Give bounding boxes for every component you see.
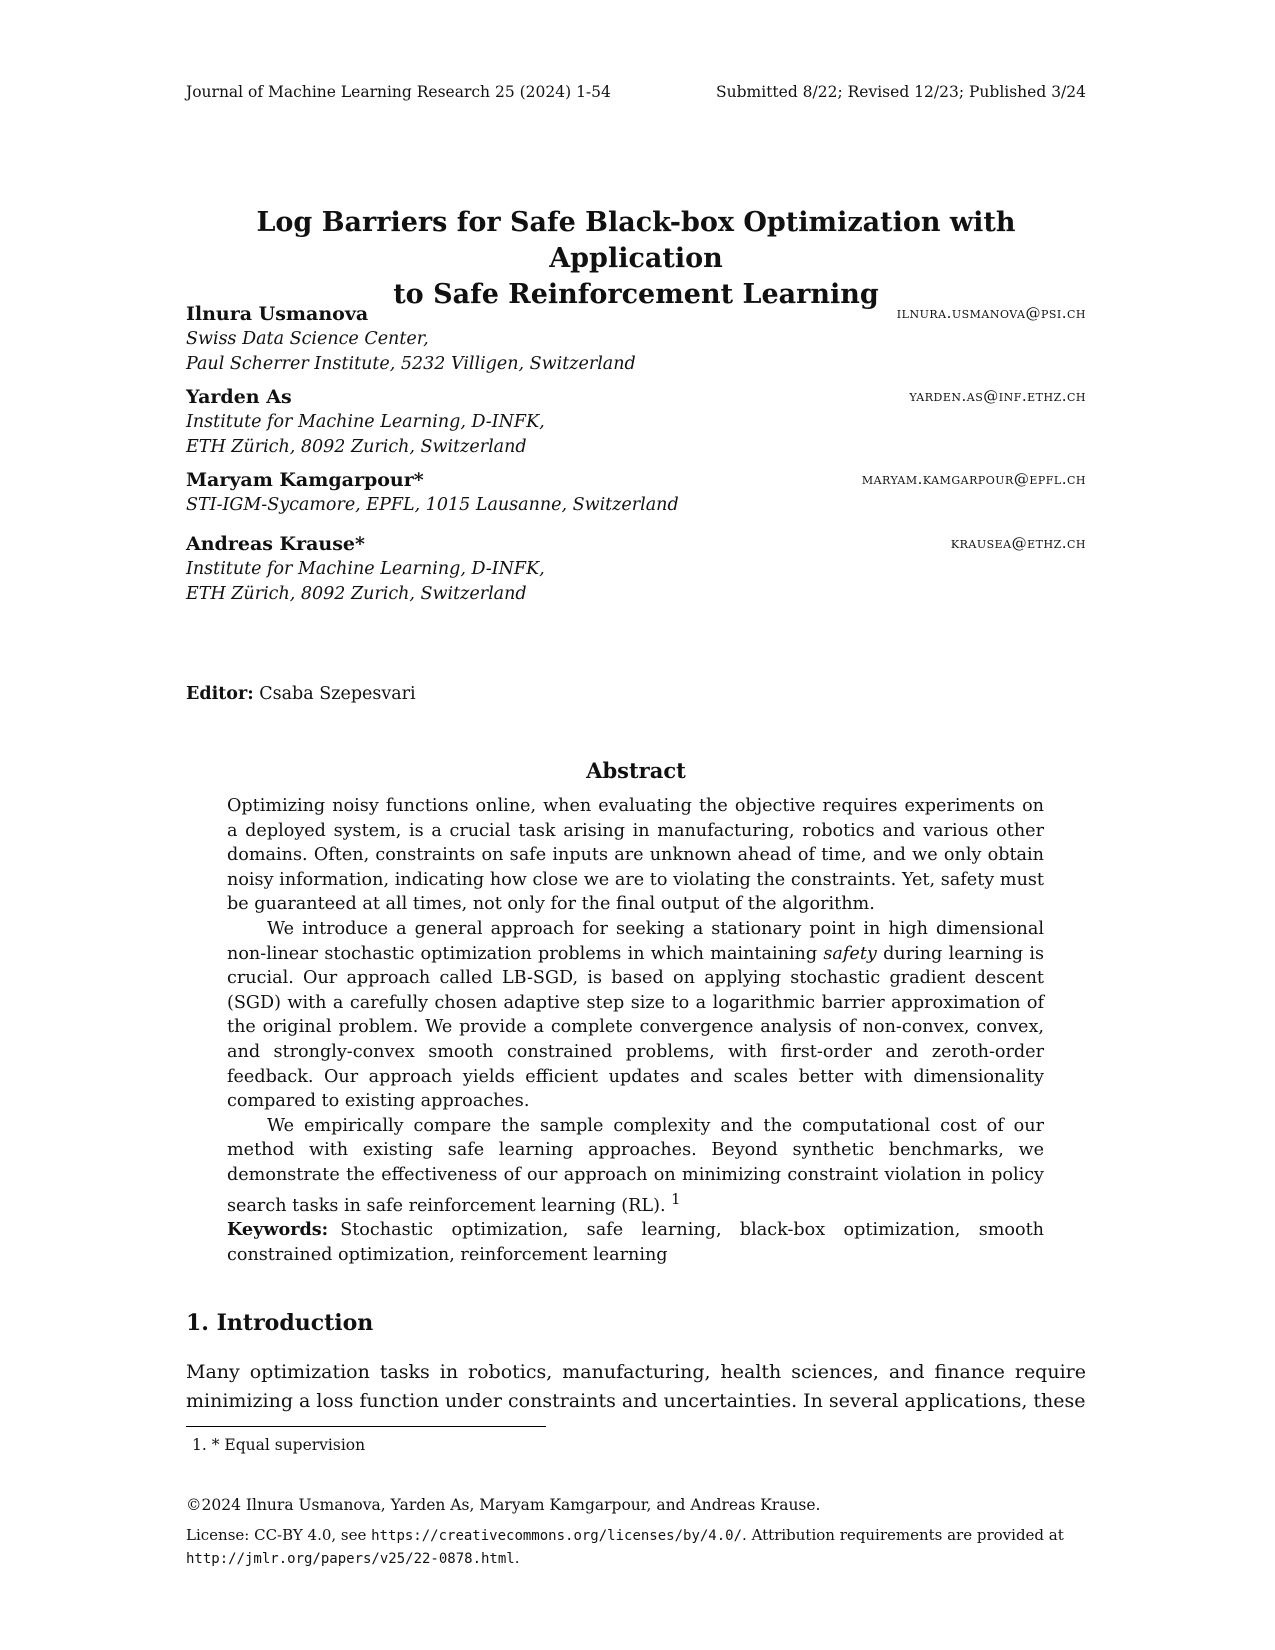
author-block [186,385,1086,460]
title-line-2: to Safe Reinforcement Learning [393,279,879,310]
title-line-1: Log Barriers for Safe Black-box Optimization with Application [256,207,1016,274]
author-email[interactable]: krausea@ethz.ch [950,534,1086,552]
author-name: Ilnura Usmanova [186,303,369,325]
author-block [186,532,1086,607]
author-affiliation: Institute for Machine Learning, D-INFK, [186,559,545,579]
paper-title [186,205,1086,313]
footnote-divider [186,1426,546,1427]
keywords [227,1218,1044,1267]
keywords-label: Keywords: [227,1218,329,1240]
abstract-paragraph: We introduce a general approach for seeking a stationary point in high dimensional non-linear stochastic optimization problems in which maintaining safety during learning is crucial. Our approach called LB-SGD, is based on applying stochastic gradient descent (SGD) with a carefully chosen adaptive step size to a logarithmic barrier approximation of the original problem. We provide a complete convergence analysis of non-convex, convex, and strongly-convex smooth constrained problems, with first-order and zeroth-order feedback. Our approach yields efficient updates and scales better with dimensionality compared to existing approaches. [227,918,1044,1112]
introduction-text: Many optimization tasks in robotics, manufacturing, health sciences, and finance require minimizing a loss function under constraints and uncertainties. In several applications, these [186,1361,1086,1412]
license-link[interactable]: https://creativecommons.org/licenses/by/4.0/ [371,1528,743,1544]
license-text: License: CC-BY 4.0, see https://creativecommons.org/licenses/by/4.0/. Attribution requirements are provided at http://jmlr.org/papers/v25/22-0878.html. [186,1526,1064,1567]
author-affiliation: ETH Zürich, 8092 Zurich, Switzerland [186,437,527,457]
author-affiliation: ETH Zürich, 8092 Zurich, Switzerland [186,584,527,604]
author-affiliation: Institute for Machine Learning, D-INFK, [186,412,545,432]
author-affiliation: Swiss Data Science Center, [186,329,429,349]
abstract-body [227,794,1044,1267]
author-email[interactable]: ilnura.usmanova@psi.ch [896,304,1086,322]
footnote: 1. * Equal supervision [192,1436,366,1454]
running-header-journal: Journal of Machine Learning Research 25 (2024) 1-54 [186,83,611,101]
author-name: Yarden As [186,386,292,408]
footnote-marker[interactable]: 1 [671,1190,681,1208]
running-header-dates: Submitted 8/22; Revised 12/23; Published 3/24 [716,83,1086,101]
keywords-list: Stochastic optimization, safe learning, black-box optimization, smooth constrained optimization, reinforcement learning [227,1219,1044,1265]
editor-label: Editor: [186,684,254,704]
abstract-heading: Abstract [586,758,686,783]
author-name: Andreas Krause* [186,533,365,555]
editor-line [186,684,416,704]
editor-name: Csaba Szepesvari [259,684,416,704]
author-email[interactable]: maryam.kamgarpour@epfl.ch [861,470,1086,488]
author-affiliation: Paul Scherrer Institute, 5232 Villigen, Switzerland [186,354,636,374]
author-name: Maryam Kamgarpour* [186,469,424,491]
emphasis-safety: safety [823,943,877,964]
abstract-paragraph: We empirically compare the sample complexity and the computational cost of our method with existing safe learning approaches. Beyond synthetic benchmarks, we demonstrate the effectiveness of our approach on minimizing constraint violation in policy search tasks in safe reinforcement learning (RL). $^1$ [227,1115,1044,1216]
copyright-line: ©2024 Ilnura Usmanova, Yarden As, Maryam Kamgarpour, and Andreas Krause. [186,1496,821,1514]
abstract-paragraph: Optimizing noisy functions online, when evaluating the objective requires experiments on a deployed system, is a crucial task arising in manufacturing, robotics and various other domains. Often, constraints on safe inputs are unknown ahead of time, and we only obtain noisy information, indicating how close we are to violating the constraints. Yet, safety must be guaranteed at all times, not only for the final output of the algorithm. [227,796,1044,915]
author-block [186,468,1086,518]
paper-link[interactable]: http://jmlr.org/papers/v25/22-0878.html [186,1551,515,1567]
author-email[interactable]: yarden.as@inf.ethz.ch [909,387,1086,405]
author-block [186,302,1086,377]
author-affiliation: STI-IGM-Sycamore, EPFL, 1015 Lausanne, Switzerland [186,495,679,515]
section-heading-introduction: 1. Introduction [186,1310,374,1336]
